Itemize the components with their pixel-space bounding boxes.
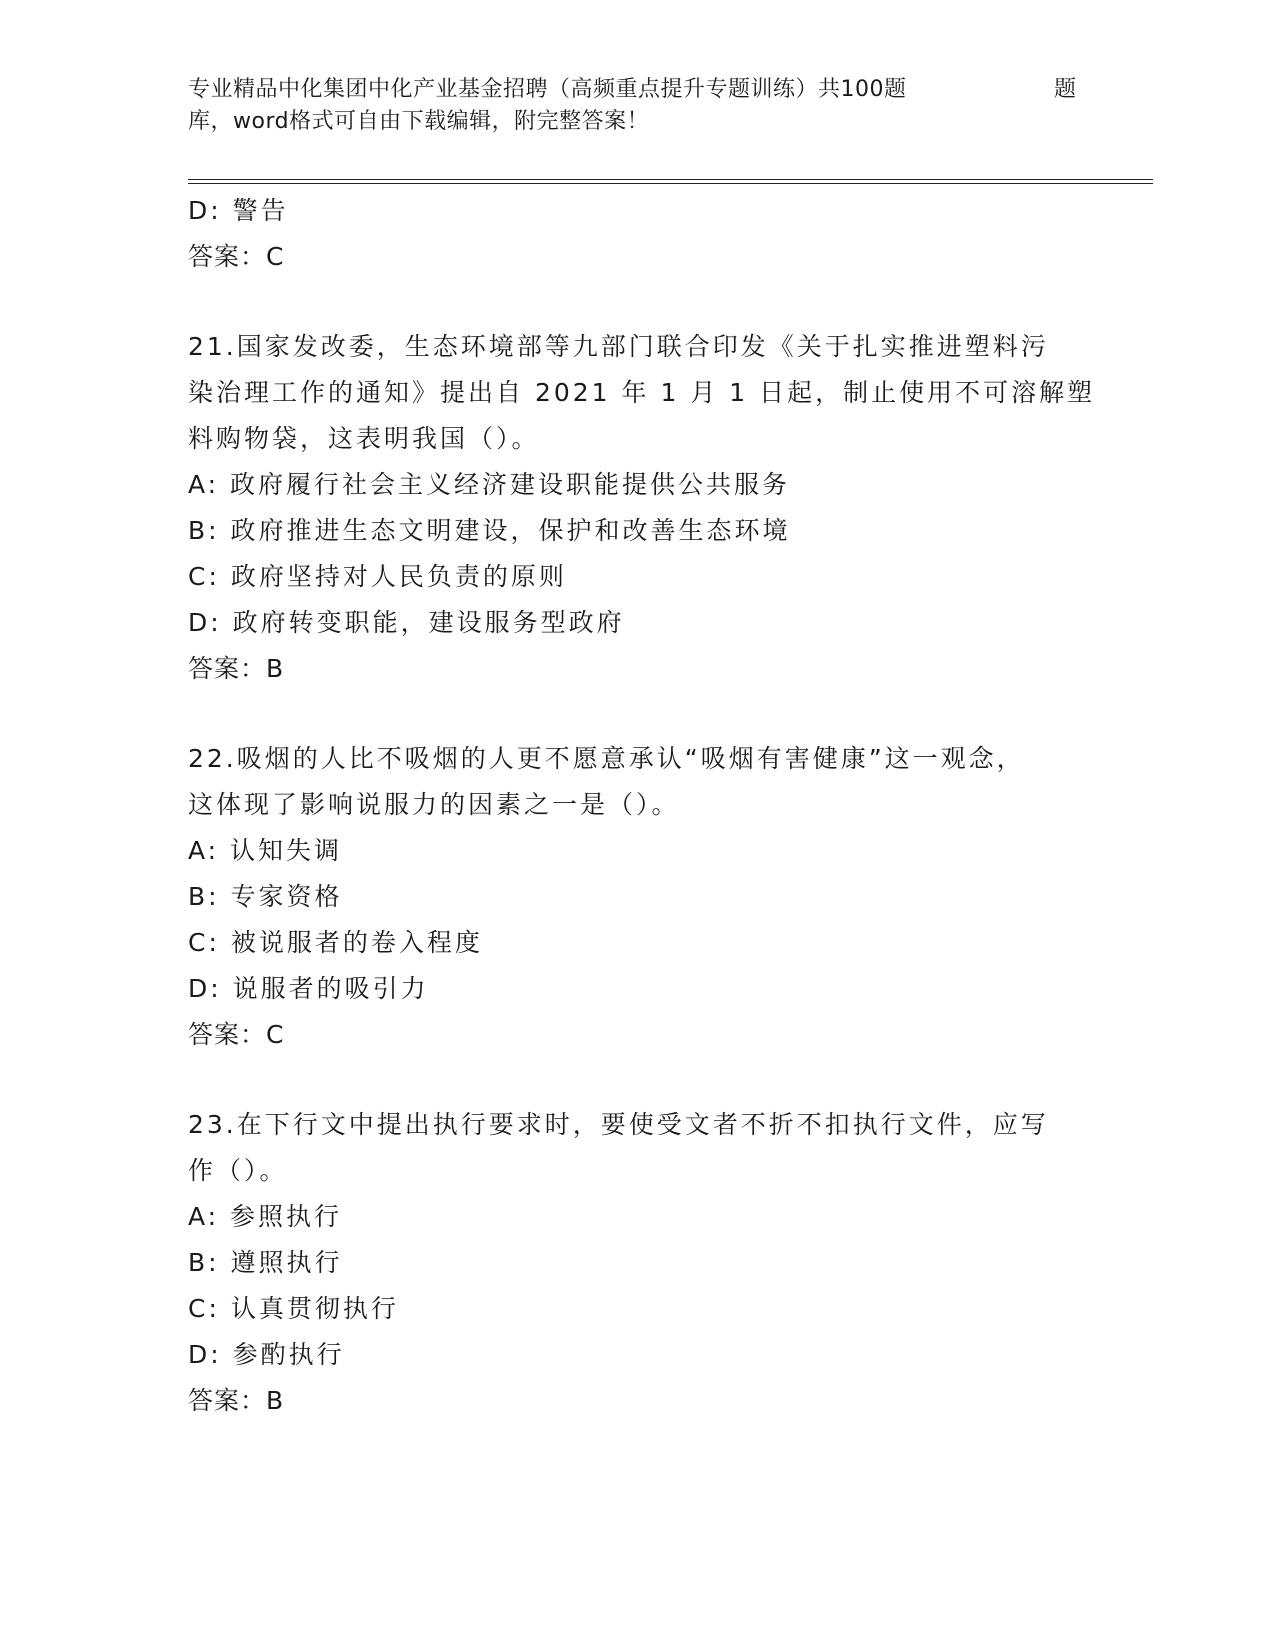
option-c: C: 认真贯彻执行: [188, 1294, 399, 1323]
header-line-2: 库，word格式可自由下载编辑，附完整答案！: [188, 109, 650, 134]
option-b: B: 政府推进生态文明建设，保护和改善生态环境: [188, 516, 791, 545]
question-23: [188, 1102, 1088, 1424]
header-title: 专业精品中化集团中化产业基金招聘（高频重点提升专题训练）共100题: [188, 77, 907, 102]
question-stem-line: 21.国家发改委，生态环境部等九部门联合印发《关于扎实推进塑料污: [188, 332, 1049, 361]
option-c: C: 被说服者的卷入程度: [188, 928, 483, 957]
option-d: D: 说服者的吸引力: [188, 974, 429, 1003]
question-stem-line: 23.在下行文中提出执行要求时，要使受文者不折不扣执行文件，应写: [188, 1110, 1049, 1139]
option-a: A: 认知失调: [188, 836, 343, 865]
answer-line: 答案：C: [188, 1020, 285, 1049]
option-d: D: 政府转变职能，建设服务型政府: [188, 608, 625, 637]
question-stem-line: 作（）。: [188, 1156, 288, 1185]
option-b: B: 专家资格: [188, 882, 343, 911]
option-b: B: 遵照执行: [188, 1248, 343, 1277]
option-d: D: 警告: [188, 196, 289, 225]
header-divider-top: [188, 179, 1153, 180]
header-divider-bottom: [188, 183, 1153, 184]
document-body: [188, 188, 1096, 1424]
question-stem-line: 料购物袋，这表明我国（）。: [188, 424, 540, 453]
question-stem-line: 22.吸烟的人比不吸烟的人更不愿意承认“吸烟有害健康”这一观念，: [188, 744, 1025, 773]
question-22: [188, 736, 1088, 1058]
question-21: [188, 324, 1096, 692]
page-header: [188, 74, 1088, 144]
option-a: A: 参照执行: [188, 1202, 343, 1231]
option-c: C: 政府坚持对人民负责的原则: [188, 562, 567, 591]
header-title-trailing: 题: [1054, 77, 1077, 102]
option-a: A: 政府履行社会主义经济建设职能提供公共服务: [188, 470, 791, 499]
question-stem-line: 这体现了影响说服力的因素之一是（）。: [188, 790, 680, 819]
header-line-1: [188, 74, 1088, 106]
answer-line: 答案：B: [188, 1386, 285, 1415]
previous-question-tail: [188, 188, 1088, 280]
answer-line: 答案：B: [188, 654, 285, 683]
answer-line: 答案：C: [188, 242, 285, 271]
question-stem-line: 染治理工作的通知》提出自 2021 年 1 月 1 日起，制止使用不可溶解塑: [188, 378, 1096, 407]
option-d: D: 参酌执行: [188, 1340, 345, 1369]
